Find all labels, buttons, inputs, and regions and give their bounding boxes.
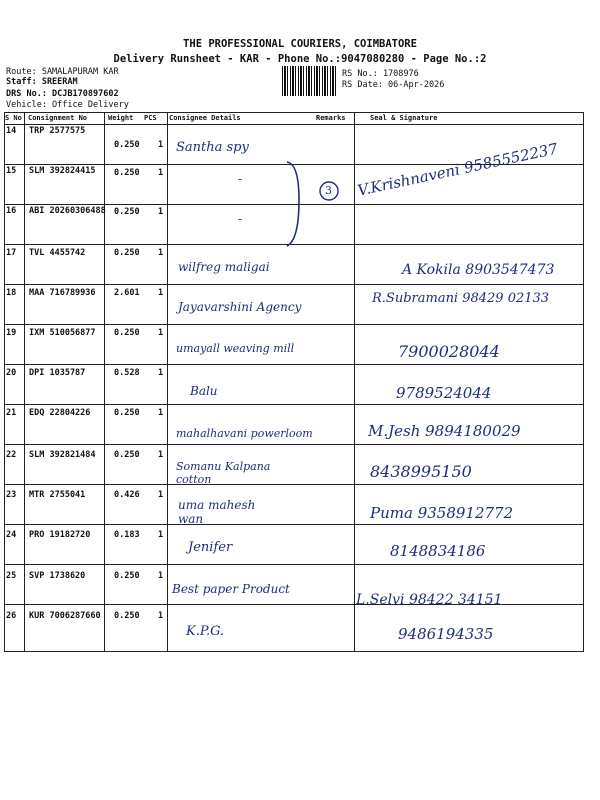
row-sno: 19 <box>6 328 17 338</box>
company-title: THE PROFESSIONAL COURIERS, COIMBATORE <box>183 38 417 50</box>
consignee-handwritten: - <box>238 172 243 186</box>
col-weight: Weight <box>108 114 134 122</box>
row-pcs: 1 <box>158 490 164 500</box>
seal-signature: 7900028044 <box>398 342 500 361</box>
drs-number: DRS No.: DCJB170897602 <box>6 89 119 99</box>
consignee-handwritten: wilfreg maligai <box>178 260 270 274</box>
circled-number: 3 <box>325 184 332 197</box>
row-sno: 26 <box>6 611 17 621</box>
row-consignment: TRP 2577575 <box>29 126 86 136</box>
row-consignment: EDQ 22804226 <box>29 408 91 418</box>
seal-signature: 8438995150 <box>370 462 472 481</box>
rs-number: RS No.: 1708976 <box>342 69 419 79</box>
row-consignment: SLM 392824415 <box>29 166 96 176</box>
row-consignment: MAA 716789936 <box>29 288 96 298</box>
row-consignment: SLM 392821484 <box>29 450 96 460</box>
row-sno: 17 <box>6 248 17 258</box>
runsheet-subtitle: Delivery Runsheet - KAR - Phone No.:9047080280 - Page No.:2 <box>113 53 487 65</box>
row-consignment: SVP 1738620 <box>29 571 86 581</box>
rs-date: RS Date: 06-Apr-2026 <box>342 80 445 90</box>
barcode-icon <box>282 66 338 96</box>
group-signature: V.Krishnaveni 9585552237 <box>356 139 560 200</box>
col-consignment: Consignment No <box>28 114 88 122</box>
row-sno: 25 <box>6 571 17 581</box>
seal-signature: R.Subramani 98429 02133 <box>372 291 550 306</box>
consignee-handwritten: umayall weaving mill <box>176 342 295 355</box>
row-consignment: IXM 510056877 <box>29 328 96 338</box>
consignee-handwritten: Somanu Kalpana cotton <box>176 460 271 486</box>
row-weight: 0.250 <box>114 328 140 338</box>
consignee-handwritten: K.P.G. <box>186 624 225 639</box>
row-sno: 15 <box>6 166 17 176</box>
seal-signature: Puma 9358912772 <box>370 504 514 522</box>
seal-signature: A Kokila 8903547473 <box>402 262 555 278</box>
row-pcs: 1 <box>158 288 164 298</box>
consignee-handwritten: Santha spy <box>176 140 249 155</box>
row-weight: 0.250 <box>114 168 140 178</box>
row-consignment: KUR 7006287660 <box>29 611 101 621</box>
row-pcs: 1 <box>158 140 164 150</box>
row-consignment: MTR 2755041 <box>29 490 86 500</box>
consignee-handwritten: uma mahesh wan <box>178 498 256 526</box>
route-label: Route: SAMALAPURAM KAR <box>6 67 119 77</box>
row-sno: 22 <box>6 450 17 460</box>
row-weight: 0.250 <box>114 450 140 460</box>
row-sno: 23 <box>6 490 17 500</box>
row-weight: 0.250 <box>114 408 140 418</box>
seal-signature: 9486194335 <box>398 625 494 643</box>
row-pcs: 1 <box>158 328 164 338</box>
row-pcs: 1 <box>158 530 164 540</box>
row-weight: 0.183 <box>114 530 140 540</box>
staff-label: Staff: SREERAM <box>6 77 78 87</box>
row-sno: 20 <box>6 368 17 378</box>
seal-signature: L.Selvi 98422 34151 <box>356 592 503 608</box>
row-sno: 18 <box>6 288 17 298</box>
bracket-mark-icon <box>285 160 305 250</box>
row-sno: 21 <box>6 408 17 418</box>
row-weight: 0.528 <box>114 368 140 378</box>
row-consignment: PRO 19182720 <box>29 530 91 540</box>
vehicle-label: Vehicle: Office Delivery <box>6 100 129 110</box>
col-seal: Seal & Signature <box>370 114 438 122</box>
row-pcs: 1 <box>158 207 164 217</box>
row-consignment: ABI 20260306488 <box>29 206 106 216</box>
row-weight: 0.250 <box>114 248 140 258</box>
consignee-handwritten: mahalhavani powerloom <box>176 427 313 440</box>
col-consignee: Consignee Details <box>169 114 241 122</box>
row-weight: 0.250 <box>114 140 140 150</box>
row-pcs: 1 <box>158 408 164 418</box>
row-weight: 0.250 <box>114 611 140 621</box>
col-pcs: PCS <box>144 114 157 122</box>
seal-signature: M.Jesh 9894180029 <box>368 422 521 440</box>
row-weight: 2.601 <box>114 288 140 298</box>
row-weight: 0.426 <box>114 490 140 500</box>
row-pcs: 1 <box>158 368 164 378</box>
row-pcs: 1 <box>158 168 164 178</box>
row-pcs: 1 <box>158 248 164 258</box>
row-sno: 24 <box>6 530 17 540</box>
col-sno: S No <box>5 114 22 122</box>
row-weight: 0.250 <box>114 207 140 217</box>
seal-signature: 9789524044 <box>396 384 492 402</box>
consignee-handwritten: Jenifer <box>188 540 233 555</box>
consignee-handwritten: Jayavarshini Agency <box>178 300 302 314</box>
consignee-handwritten: Best paper Product <box>172 582 290 596</box>
row-weight: 0.250 <box>114 571 140 581</box>
row-pcs: 1 <box>158 450 164 460</box>
seal-signature: 8148834186 <box>390 542 486 560</box>
row-pcs: 1 <box>158 571 164 581</box>
consignee-handwritten: Balu <box>190 384 218 398</box>
col-remarks: Remarks <box>316 114 346 122</box>
row-consignment: DPI 1035787 <box>29 368 86 378</box>
row-consignment: TVL 4455742 <box>29 248 86 258</box>
row-pcs: 1 <box>158 611 164 621</box>
consignee-handwritten: - <box>238 212 243 226</box>
row-sno: 16 <box>6 206 17 216</box>
row-sno: 14 <box>6 126 17 136</box>
